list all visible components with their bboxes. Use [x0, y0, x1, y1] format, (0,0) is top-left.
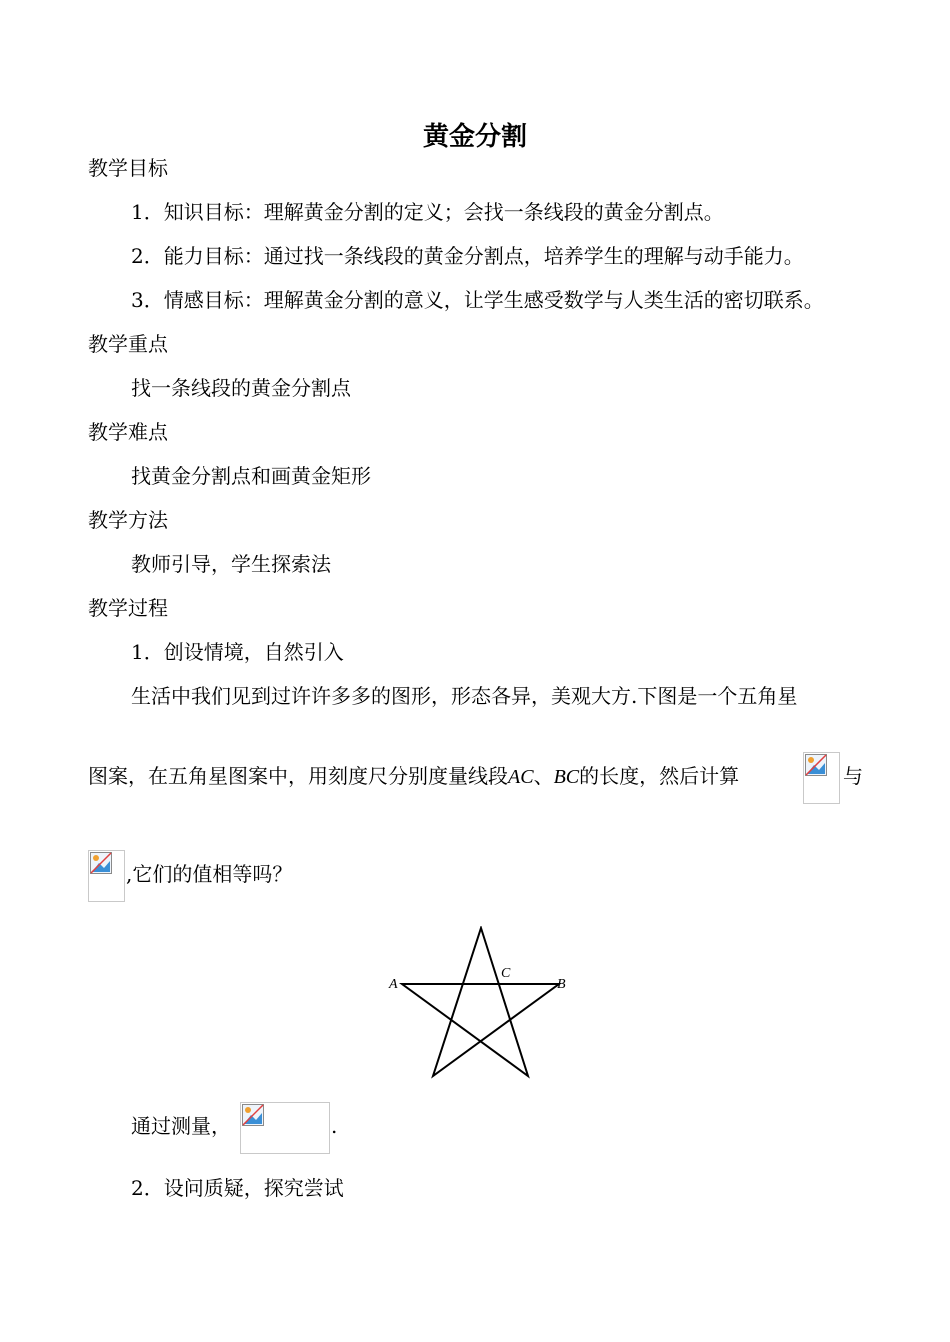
- objective-2: 2．能力目标：通过找一条线段的黄金分割点，培养学生的理解与动手能力。: [131, 244, 804, 268]
- objective-3: 3．情感目标：理解黄金分割的意义，让学生感受数学与人类生活的密切联系。: [131, 288, 824, 312]
- separator: 、: [533, 764, 554, 788]
- measure-period: .: [331, 1114, 338, 1138]
- formula-image-1: [803, 752, 840, 804]
- point-b-label: B: [557, 977, 566, 992]
- segment-bc-label: BC: [553, 766, 580, 788]
- method-heading: 教学方法: [88, 508, 168, 532]
- key-text: 找一条线段的黄金分割点: [131, 376, 351, 400]
- objectives-heading: 教学目标: [88, 156, 168, 180]
- difficulty-text: 找黄金分割点和画黄金矩形: [131, 464, 371, 488]
- point-c-label: C: [501, 966, 511, 981]
- paragraph-line-3: ,它们的值相等吗？: [126, 862, 293, 886]
- process-heading: 教学过程: [88, 596, 168, 620]
- pentagram-figure: [385, 926, 575, 1082]
- broken-image-icon: [242, 1104, 264, 1126]
- pentagram-drawing: [385, 926, 575, 1082]
- step2-title: 2．设问质疑，探究尝试: [131, 1176, 344, 1200]
- broken-image-icon: [805, 754, 827, 776]
- page-title: 黄金分割: [422, 122, 527, 152]
- step1-title: 1．创设情境，自然引入: [131, 640, 344, 664]
- broken-image-icon: [90, 852, 112, 874]
- word-and: 与: [843, 764, 863, 788]
- formula-image-3: [240, 1102, 330, 1154]
- paragraph-line-2: [88, 766, 739, 787]
- difficulty-heading: 教学难点: [88, 420, 168, 444]
- paragraph-line-1: 生活中我们见到过许许多多的图形，形态各异，美观大方.下图是一个五角星: [131, 684, 798, 708]
- paragraph-text: 的长度，然后计算: [579, 764, 740, 788]
- key-heading: 教学重点: [88, 332, 168, 356]
- segment-ac-label: AC: [508, 766, 534, 788]
- method-text: 教师引导，学生探索法: [131, 552, 331, 576]
- paragraph-text: 图案，在五角星图案中，用刻度尺分别度量线段: [88, 764, 508, 788]
- point-a-label: A: [389, 977, 398, 992]
- formula-image-2: [88, 850, 125, 902]
- measure-text: 通过测量，: [131, 1114, 231, 1138]
- objective-1: 1．知识目标：理解黄金分割的定义；会找一条线段的黄金分割点。: [131, 200, 724, 224]
